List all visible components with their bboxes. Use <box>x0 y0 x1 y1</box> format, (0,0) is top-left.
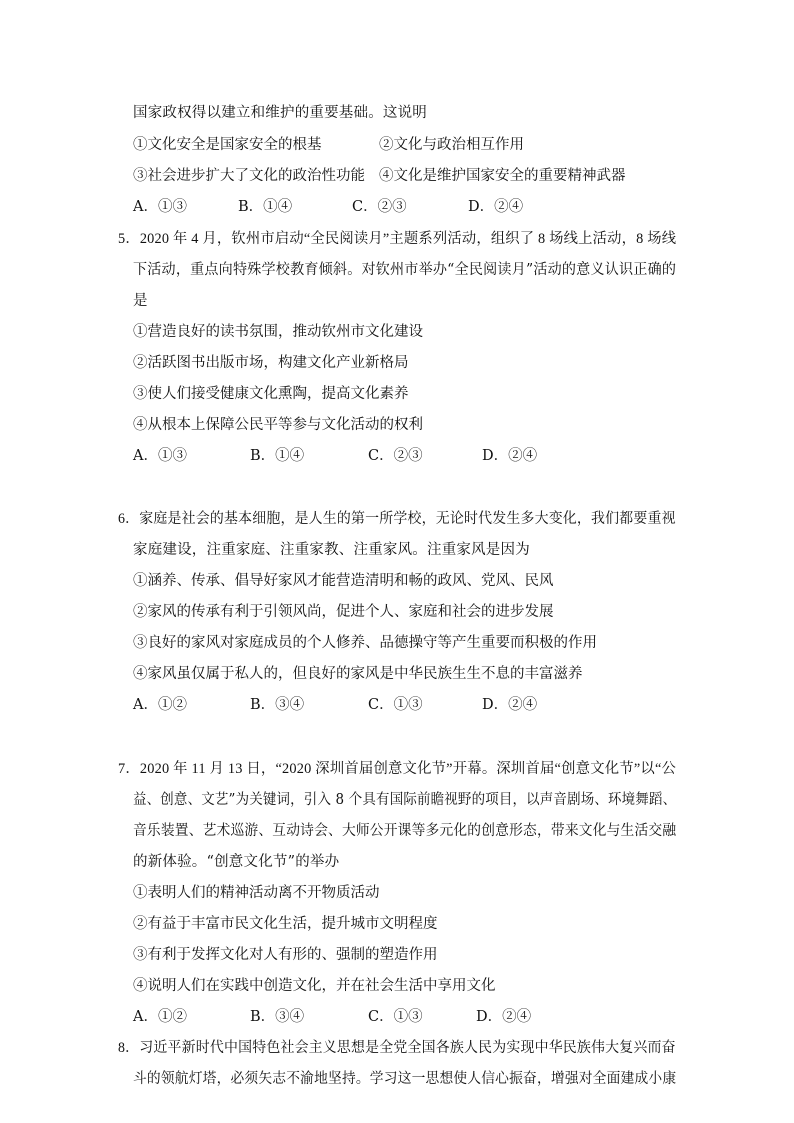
q5-choice-b: B．①④ <box>250 448 305 464</box>
q4-item-1: ①文化安全是国家安全的根基 <box>133 137 322 153</box>
q7-item-1: ①表明人们的精神活动离不开物质活动 <box>133 885 380 901</box>
q7-stem-line-4: 的新体验。“创意文化节”的举办 <box>133 854 340 870</box>
q6-item-1: ①涵养、传承、倡导好家风才能营造清明和畅的政风、党风、民风 <box>133 573 554 589</box>
q8-stem-line-2: 斗的领航灯塔，必须矢志不渝地坚持。学习这一思想使人信心振奋，增强对全面建成小康 <box>133 1071 677 1087</box>
q8-stem-line-1: 8．习近平新时代中国特色社会主义思想是全党全国各族人民为实现中华民族伟大复兴而奋 <box>118 1040 676 1056</box>
q4-choice-d: D．②④ <box>468 199 524 215</box>
q7-choice-a: A．①② <box>133 1009 187 1025</box>
q4-item-3: ③社会进步扩大了文化的政治性功能 <box>133 168 365 184</box>
q6-item-2: ②家风的传承有利于引领风尚，促进个人、家庭和社会的进步发展 <box>133 604 554 620</box>
q5-item-2: ②活跃图书出版市场，构建文化产业新格局 <box>133 355 409 371</box>
q6-choice-d: D．②④ <box>482 697 538 713</box>
q5-stem-line-2: 下活动，重点向特殊学校教育倾斜。对钦州市举办“全民阅读月”活动的意义认识正确的 <box>133 262 677 278</box>
q4-choice-c: C．②③ <box>352 199 407 215</box>
q6-choice-c: C．①③ <box>368 697 423 713</box>
q5-choice-c: C．②③ <box>368 448 423 464</box>
q5-choice-a: A．①③ <box>133 448 187 464</box>
q4-stem-tail: 国家政权得以建立和维护的重要基础。这说明 <box>133 105 427 121</box>
q7-item-2: ②有益于丰富市民文化生活，提升城市文明程度 <box>133 916 438 932</box>
q4-choice-a: A．①③ <box>133 199 187 215</box>
q6-stem-line-2: 家庭建设，注重家庭、注重家教、注重家风。注重家风是因为 <box>133 542 530 558</box>
q6-item-4: ④家风虽仅属于私人的，但良好的家风是中华民族生生不息的丰富滋养 <box>133 666 583 682</box>
q7-choice-d: D．②④ <box>476 1009 532 1025</box>
q6-item-3: ③良好的家风对家庭成员的个人修养、品德操守等产生重要而积极的作用 <box>133 635 597 651</box>
q5-item-3: ③使人们接受健康文化熏陶，提高文化素养 <box>133 386 409 402</box>
q6-choice-b: B．③④ <box>250 697 305 713</box>
q7-choice-b: B．③④ <box>250 1009 305 1025</box>
q4-item-2: ②文化与政治相互作用 <box>379 137 524 153</box>
q7-stem-line-3: 音乐装置、艺术巡游、互动诗会、大师公开课等多元化的创意形态，带来文化与生活交融 <box>133 823 677 839</box>
q4-choice-b: B．①④ <box>238 199 293 215</box>
q5-item-1: ①营造良好的读书氛围，推动钦州市文化建设 <box>133 324 423 340</box>
q7-item-3: ③有利于发挥文化对人有形的、强制的塑造作用 <box>133 947 438 963</box>
q4-item-4: ④文化是维护国家安全的重要精神武器 <box>379 168 626 184</box>
q7-item-4: ④说明人们在实践中创造文化，并在社会生活中享用文化 <box>133 978 496 994</box>
q5-stem-line-3: 是 <box>133 293 148 309</box>
q5-item-4: ④从根本上保障公民平等参与文化活动的权利 <box>133 417 423 433</box>
q6-stem-line-1: 6．家庭是社会的基本细胞，是人生的第一所学校，无论时代发生多大变化，我们都要重视 <box>118 511 676 527</box>
q7-choice-c: C．①③ <box>368 1009 423 1025</box>
q7-stem-line-1: 7．2020 年 11 月 13 日，“2020 深圳首届创意文化节”开幕。深圳首届“创意文化节”以“公 <box>118 761 677 777</box>
q5-choice-d: D．②④ <box>482 448 538 464</box>
q5-stem-line-1: 5．2020 年 4 月，钦州市启动“全民阅读月”主题系列活动，组织了 8 场线上活动，8 场线 <box>118 231 677 247</box>
q7-stem-line-2: 益、创意、文艺”为关键词，引入 8 个具有国际前瞻视野的项目，以声音剧场、环境舞蹈、 <box>133 792 677 808</box>
q6-choice-a: A．①② <box>133 697 187 713</box>
